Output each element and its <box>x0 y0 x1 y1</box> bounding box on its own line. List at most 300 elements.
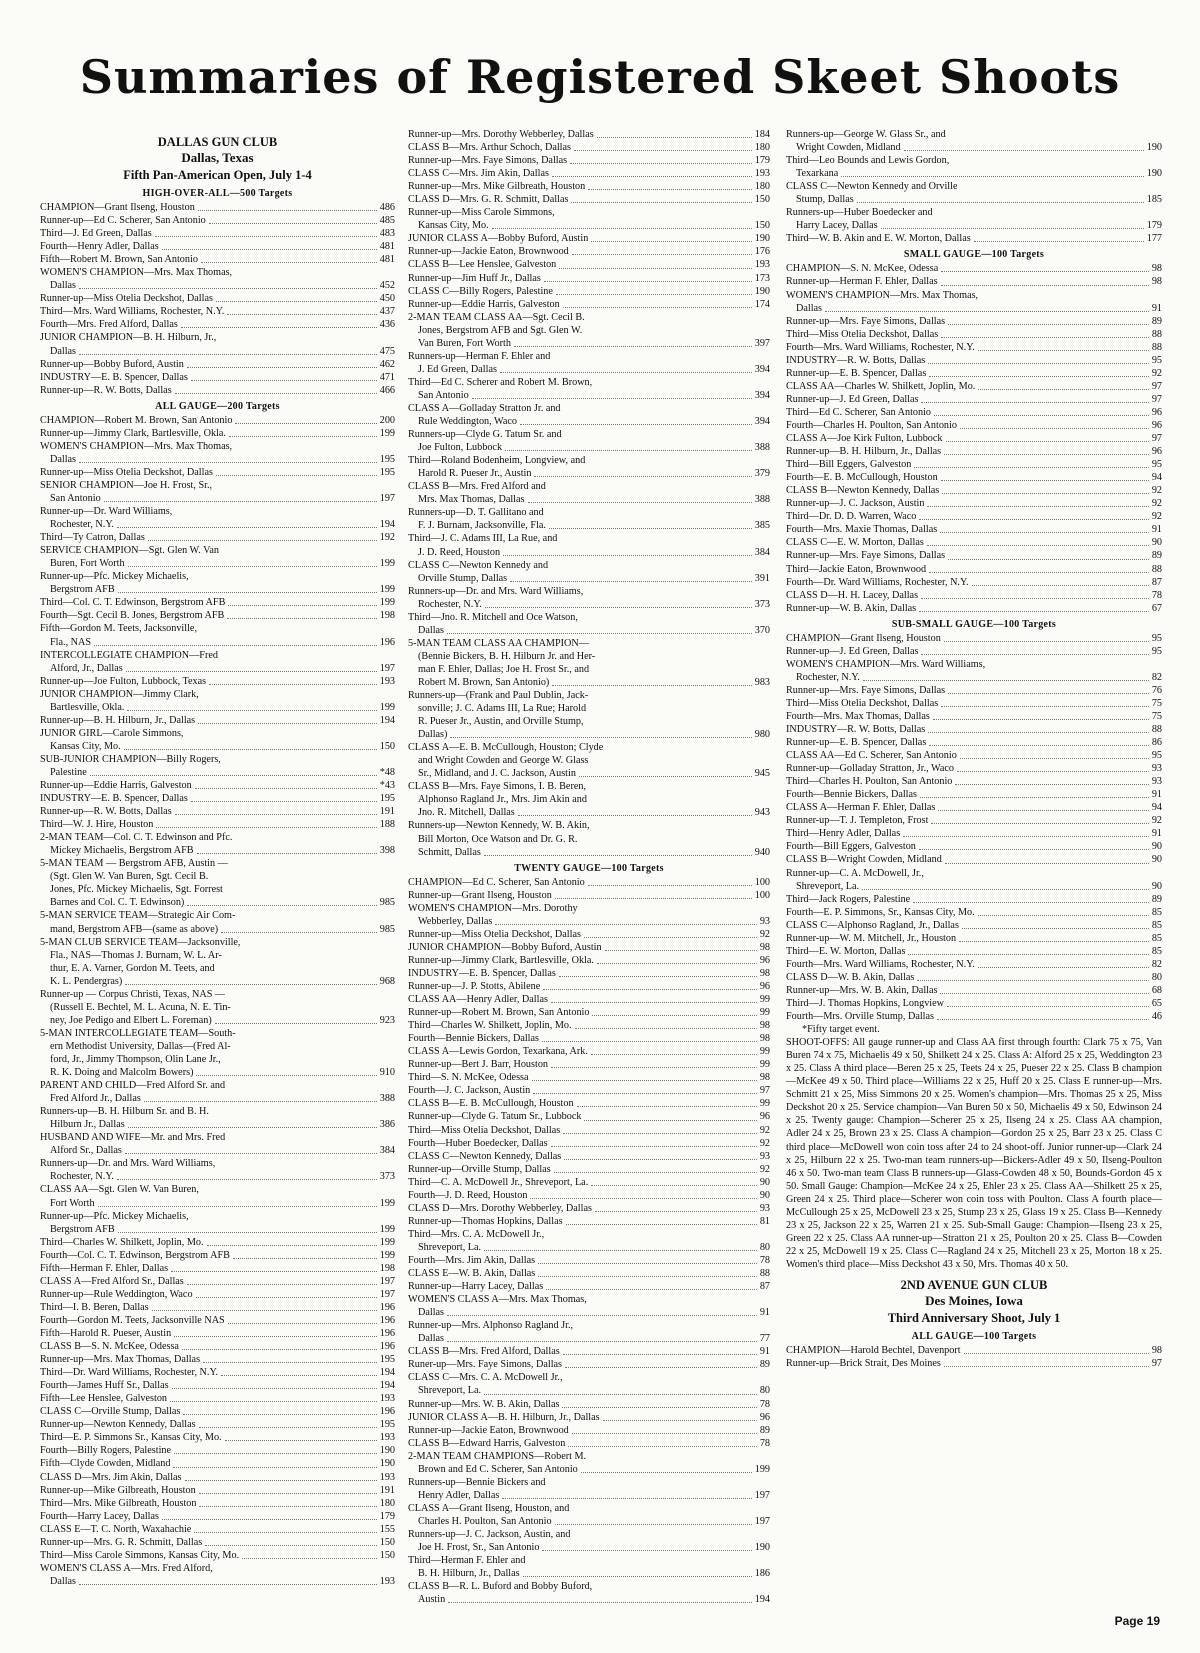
dot-leader <box>595 1211 757 1212</box>
score: 193 <box>379 1432 395 1444</box>
result-row <box>786 206 1162 219</box>
dot-leader <box>183 1414 376 1415</box>
dot-leader <box>566 1224 757 1225</box>
page-number: Page 19 <box>1114 1614 1160 1628</box>
score: 388 <box>754 442 770 454</box>
result-row <box>408 1110 770 1123</box>
score: 394 <box>754 416 770 428</box>
result-text: Runner-up—Bert J. Barr, Houston <box>408 1059 549 1071</box>
result-row <box>40 505 395 518</box>
score: 96 <box>759 954 770 966</box>
dot-leader <box>185 1480 377 1481</box>
score: 193 <box>379 675 395 687</box>
result-text: Runners-up—Dr. and Mrs. Ward Williams, <box>408 585 584 597</box>
result-text: Rochester, N.Y. <box>50 519 114 531</box>
score: 923 <box>379 1014 395 1026</box>
result-row <box>40 358 395 371</box>
score: 88 <box>1151 563 1162 575</box>
score: 90 <box>759 1189 770 1201</box>
score: 98 <box>759 1033 770 1045</box>
result-text: WOMEN'S CLASS A—Mrs. Fred Alford, <box>40 1562 213 1574</box>
result-text: Dallas <box>418 624 445 636</box>
score: 199 <box>379 701 395 713</box>
score: 90 <box>1151 841 1162 853</box>
dot-leader <box>929 376 1149 377</box>
result-text: CLASS D—W. B. Akin, Dallas <box>786 971 915 983</box>
dot-leader <box>549 528 752 529</box>
result-text: Third—Jno. R. Mitchell and Oce Watson, <box>408 611 578 623</box>
result-row <box>786 801 1162 814</box>
score: 199 <box>379 584 395 596</box>
score: 190 <box>379 1445 395 1457</box>
result-row <box>408 532 770 545</box>
score: 373 <box>379 1171 395 1183</box>
result-row <box>40 531 395 544</box>
result-row <box>408 128 770 141</box>
score: 485 <box>379 215 395 227</box>
result-row <box>40 1510 395 1523</box>
result-row <box>408 206 770 219</box>
dot-leader <box>947 1006 1149 1007</box>
result-row <box>408 1554 770 1567</box>
result-text: Third—E. P. Simmons Sr., Kansas City, Mo. <box>40 1432 222 1444</box>
result-text: man F. Ehler, Dallas; Joe H. Frost Sr., and <box>418 663 590 675</box>
score: 98 <box>759 967 770 979</box>
result-text: Runner-up—Orville Stump, Dallas <box>408 1163 551 1175</box>
result-row-continuation <box>408 624 770 637</box>
result-text: WOMEN'S CLASS A—Mrs. Max Thomas, <box>408 1294 587 1306</box>
result-text: Fourth—Mrs. Max Thomas, Dallas <box>786 710 930 722</box>
result-text: Third—Mrs. C. A. McDowell Jr., <box>408 1228 545 1240</box>
result-text: Bill Morton, Oce Watson and Dr. G. R. <box>418 833 578 845</box>
score: 91 <box>759 1307 770 1319</box>
result-text: CLASS A—Lewis Gordon, Texarkana, Ark. <box>408 1046 588 1058</box>
result-text: Runner-up—Robert M. Brown, San Antonio <box>408 1007 590 1019</box>
score: 80 <box>759 1385 770 1397</box>
result-row <box>786 749 1162 762</box>
result-row-continuation <box>408 846 770 859</box>
result-text: Runner-up—Clyde G. Tatum Sr., Lubbock <box>408 1111 582 1123</box>
result-row <box>408 402 770 415</box>
result-row <box>40 1379 395 1392</box>
dot-leader <box>181 327 377 328</box>
result-text: (Bennie Bickers, B. H. Hilburn Jr. and Her- <box>418 650 596 662</box>
result-row <box>40 292 395 305</box>
result-row <box>408 1176 770 1189</box>
dot-leader <box>228 1323 377 1324</box>
result-text: Mrs. Max Thomas, Dallas <box>418 494 525 506</box>
score: 92 <box>759 1137 770 1149</box>
score: 85 <box>1151 919 1162 931</box>
score: 197 <box>379 662 395 674</box>
result-text: Mickey Michaelis, Bergstrom AFB <box>50 845 194 857</box>
result-row <box>40 1366 395 1379</box>
score: 188 <box>379 819 395 831</box>
score: 96 <box>1151 419 1162 431</box>
result-text: Barnes and Col. C. T. Edwinson) <box>50 897 185 909</box>
result-text: Bartlesville, Okla. <box>50 701 125 713</box>
dot-leader <box>152 1310 377 1311</box>
result-text: Charles H. Poulton, San Antonio <box>418 1515 552 1527</box>
result-text: Third—Dr. Ward Williams, Rochester, N.Y. <box>40 1367 219 1379</box>
result-text: Runner-up—B. H. Hilburn, Jr., Dallas <box>786 446 942 458</box>
result-row <box>786 736 1162 749</box>
result-text: Wright Cowden, Midland <box>796 142 901 154</box>
result-row <box>786 419 1162 432</box>
score: 385 <box>754 520 770 532</box>
score: 95 <box>1151 459 1162 471</box>
result-row-continuation <box>40 1144 395 1157</box>
result-text: Third—Henry Adler, Dallas <box>786 828 901 840</box>
score: 199 <box>379 1223 395 1235</box>
dot-leader <box>215 1023 377 1024</box>
result-row-continuation <box>408 1463 770 1476</box>
result-row <box>40 1157 395 1170</box>
score: 68 <box>1151 984 1162 996</box>
result-text: CLASS D—Mrs. Jim Akin, Dallas <box>40 1471 182 1483</box>
dot-leader <box>944 1366 1149 1367</box>
result-row <box>40 384 395 397</box>
result-row <box>40 727 395 740</box>
dot-leader <box>118 592 377 593</box>
result-row-continuation <box>40 1066 395 1079</box>
result-row <box>408 1228 770 1241</box>
dot-leader <box>172 1388 377 1389</box>
score: 379 <box>754 468 770 480</box>
result-row-continuation <box>40 1575 395 1588</box>
result-row-continuation <box>40 1040 395 1053</box>
score: 155 <box>379 1523 395 1535</box>
result-text: Runner-up—W. B. Akin, Dallas <box>786 602 917 614</box>
result-row-continuation <box>786 193 1162 206</box>
score: 398 <box>379 845 395 857</box>
result-row-continuation <box>40 1118 395 1131</box>
result-text: CLASS AA—Sgt. Glen W. Van Buren, <box>40 1184 199 1196</box>
result-row <box>786 762 1162 775</box>
dot-leader <box>225 1440 377 1441</box>
dot-leader <box>198 210 377 211</box>
dot-leader <box>500 372 752 373</box>
result-row <box>408 272 770 285</box>
result-text: SENIOR CHAMPION—Joe H. Frost, Sr., <box>40 479 213 491</box>
result-row-continuation <box>408 1593 770 1606</box>
dot-leader <box>505 450 752 451</box>
result-text: Fort Worth <box>50 1197 95 1209</box>
score: 46 <box>1151 1011 1162 1023</box>
result-row <box>786 827 1162 840</box>
dot-leader <box>563 1133 757 1134</box>
result-text: 2-MAN TEAM CLASS AA—Sgt. Cecil B. <box>408 311 585 323</box>
score: 910 <box>379 1067 395 1079</box>
score: 150 <box>379 740 395 752</box>
score: 89 <box>759 1424 770 1436</box>
score: 384 <box>754 546 770 558</box>
dot-leader <box>126 671 377 672</box>
dot-leader <box>955 784 1148 785</box>
result-row <box>408 1163 770 1176</box>
dot-leader <box>555 898 752 899</box>
dot-leader <box>198 723 377 724</box>
result-row <box>408 1411 770 1424</box>
dot-leader <box>227 314 376 315</box>
result-row-continuation <box>786 167 1162 180</box>
result-row <box>786 315 1162 328</box>
result-row-continuation <box>408 546 770 559</box>
result-row <box>408 1150 770 1163</box>
dot-leader <box>117 1179 377 1180</box>
result-text: Runner-up—Mrs. W. B. Akin, Dallas <box>408 1398 560 1410</box>
score: 78 <box>759 1398 770 1410</box>
result-text: Runners-up—George W. Glass Sr., and <box>786 129 946 140</box>
dot-leader <box>940 993 1148 994</box>
score: 985 <box>379 923 395 935</box>
result-row <box>786 275 1162 288</box>
result-row <box>40 622 395 635</box>
dot-leader <box>191 801 377 802</box>
result-text: Third—C. A. McDowell Jr., Shreveport, La. <box>408 1176 589 1188</box>
result-row <box>40 1523 395 1536</box>
result-row <box>408 141 770 154</box>
result-row <box>786 602 1162 615</box>
result-row <box>408 1345 770 1358</box>
score: 466 <box>379 384 395 396</box>
result-row <box>786 262 1162 275</box>
score: 93 <box>759 915 770 927</box>
result-text: Runner-up—Eddie Harris, Galveston <box>40 780 192 792</box>
result-row-continuation <box>408 676 770 689</box>
dot-leader <box>903 836 1149 837</box>
result-text: Runners-up—J. C. Jackson, Austin, and <box>408 1528 571 1540</box>
score: 968 <box>379 975 395 987</box>
result-row <box>408 258 770 271</box>
result-row <box>408 1097 770 1110</box>
result-text: CLASS B—Mrs. Fred Alford and <box>408 481 546 493</box>
dot-leader <box>118 1232 377 1233</box>
result-row <box>408 876 770 889</box>
result-row-continuation <box>40 662 395 675</box>
result-text: Runner-up—Mrs. Max Thomas, Dallas <box>40 1354 201 1366</box>
dot-leader <box>187 1284 377 1285</box>
score: 184 <box>754 129 770 140</box>
score: 388 <box>379 1093 395 1105</box>
result-row <box>40 1536 395 1549</box>
dot-leader <box>571 202 751 203</box>
score: 95 <box>1151 354 1162 366</box>
result-text: Henry Adler, Dallas <box>418 1489 500 1501</box>
dot-leader <box>929 572 1149 573</box>
dot-leader <box>196 1075 376 1076</box>
result-row <box>786 576 1162 589</box>
dot-leader <box>128 566 377 567</box>
result-text: Runner-up—Mrs. Alphonso Ragland Jr., <box>408 1320 574 1332</box>
result-text: Bergstrom AFB <box>50 1223 115 1235</box>
score: 91 <box>1151 524 1162 536</box>
score: 197 <box>379 1275 395 1287</box>
score: 76 <box>1151 684 1162 696</box>
club-name: 2ND AVENUE GUN CLUB <box>900 1277 1048 1292</box>
dot-leader <box>972 585 1149 586</box>
score: 90 <box>1151 880 1162 892</box>
result-text: WOMEN'S CHAMPION—Mrs. Dorothy <box>408 902 578 914</box>
result-text: Runner-up—Jackie Eaton, Brownwood <box>408 1424 569 1436</box>
result-row-continuation <box>40 492 395 505</box>
result-text: Runner-up—Pfc. Mickey Michaelis, <box>40 571 189 583</box>
result-text: Fourth—Bennie Bickers, Dallas <box>408 1033 539 1045</box>
result-text: Third—I. B. Beren, Dallas <box>40 1301 149 1313</box>
result-text: Third—Miss Carole Simmons, Kansas City, Mo. <box>40 1549 240 1561</box>
result-row <box>408 167 770 180</box>
result-row <box>408 611 770 624</box>
section-heading: ALL GAUGE—100 Targets <box>911 1330 1037 1342</box>
result-row-continuation <box>40 923 395 936</box>
result-row <box>408 637 770 650</box>
result-row-continuation <box>40 883 395 896</box>
result-text: 5-MAN CLUB SERVICE TEAM—Jacksonville, <box>40 936 241 948</box>
result-text: Dallas <box>50 280 77 292</box>
result-text: Runner-up—E. B. Spencer, Dallas <box>786 737 927 749</box>
score: 481 <box>379 254 395 266</box>
result-text: Fourth—Charles H. Poulton, San Antonio <box>786 419 957 431</box>
score: 386 <box>379 1119 395 1131</box>
result-text: Runner-up—Thomas Hopkins, Dallas <box>408 1215 563 1227</box>
result-row <box>786 523 1162 536</box>
dot-leader <box>495 924 756 925</box>
score: 80 <box>759 1241 770 1253</box>
result-row <box>408 1280 770 1293</box>
dot-leader <box>575 1028 757 1029</box>
result-row-continuation <box>408 728 770 741</box>
result-row <box>40 1183 395 1196</box>
result-text: Runner-up—Herman F. Ehler, Dallas <box>786 276 938 288</box>
score: 481 <box>379 241 395 253</box>
result-text: CLASS AA—Ed C. Scherer, San Antonio <box>786 750 957 762</box>
result-text: Fourth—Harry Lacey, Dallas <box>40 1510 160 1522</box>
result-text: CLASS AA—Charles W. Shilkett, Joplin, Mo. <box>786 380 976 392</box>
result-row-continuation <box>408 806 770 819</box>
result-text: WOMEN'S CHAMPION—Mrs. Max Thomas, <box>786 289 979 301</box>
result-row <box>408 1215 770 1228</box>
result-row <box>40 479 395 492</box>
score: 180 <box>754 181 770 193</box>
result-text: Runner-up—Miss Otelia Deckshot, Dallas <box>408 928 581 940</box>
column-1 <box>40 128 395 1588</box>
result-row <box>786 445 1162 458</box>
result-row <box>408 1398 770 1411</box>
dot-leader <box>941 271 1149 272</box>
result-row <box>408 928 770 941</box>
result-row <box>786 723 1162 736</box>
result-text: Dallas <box>50 453 77 465</box>
dot-leader <box>207 1245 377 1246</box>
result-row-continuation <box>40 1014 395 1027</box>
result-text: Third—Miss Otelia Deckshot, Dallas <box>786 328 939 340</box>
result-text: Third—Roland Bodenheim, Longview, and <box>408 455 586 467</box>
result-text: Dallas) <box>418 729 448 741</box>
dot-leader <box>533 1093 757 1094</box>
score: 91 <box>759 1346 770 1358</box>
score: 96 <box>759 1411 770 1423</box>
result-row <box>786 549 1162 562</box>
result-text: Fourth—J. D. Reed, Houston <box>408 1189 528 1201</box>
result-text: Texarkana <box>796 168 839 180</box>
dot-leader <box>563 307 752 308</box>
result-row-continuation <box>408 754 770 767</box>
result-text: Fourth—Bennie Bickers, Dallas <box>786 789 917 801</box>
result-text: mand, Bergstrom AFB—(same as above) <box>50 923 219 935</box>
dot-leader <box>79 288 377 289</box>
result-row <box>786 919 1162 932</box>
result-text: Robert M. Brown, San Antonio) <box>418 676 550 688</box>
dot-leader <box>242 1558 377 1559</box>
result-text: San Antonio <box>418 389 469 401</box>
result-row-continuation <box>408 572 770 585</box>
result-row <box>408 1319 770 1332</box>
score: 99 <box>759 1007 770 1019</box>
result-row <box>786 893 1162 906</box>
score: 190 <box>1146 168 1162 180</box>
result-text: Runner-up—Brick Strait, Des Moines <box>786 1358 941 1370</box>
score: 75 <box>1151 697 1162 709</box>
score: 100 <box>754 889 770 901</box>
result-text: CLASS A—Grant Ilseng, Houston, and <box>408 1502 570 1514</box>
result-text: Alford Sr., Dallas <box>50 1145 122 1157</box>
result-text: Third—Charles W. Shilkett, Joplin, Mo. <box>40 1236 204 1248</box>
result-row-continuation <box>408 389 770 402</box>
dot-leader <box>584 1120 756 1121</box>
score: 397 <box>754 337 770 349</box>
result-text: Runner-up—J. C. Jackson, Austin <box>786 498 925 510</box>
result-text: (Russell E. Bechtel, M. L. Acuna, N. E. Tin- <box>50 1001 231 1013</box>
result-text: Fourth—Col. C. T. Edwinson, Bergstrom AFB <box>40 1249 230 1261</box>
score: 89 <box>1151 893 1162 905</box>
result-text: Runer-up—Mrs. Faye Simons, Dallas <box>408 1359 563 1371</box>
result-row-continuation <box>408 598 770 611</box>
result-text: Webberley, Dallas <box>418 915 493 927</box>
result-row <box>408 454 770 467</box>
dot-leader <box>588 885 752 886</box>
result-row-continuation <box>408 833 770 846</box>
result-text: sonville; J. C. Adams III, La Rue; Harold <box>418 703 587 715</box>
result-text: Fourth—J. C. Jackson, Austin <box>408 1085 531 1097</box>
dot-leader <box>941 285 1149 286</box>
result-text: Runners-up—Huber Boedecker and <box>786 207 933 219</box>
result-text: Third—Ed C. Scherer, San Antonio <box>786 406 932 418</box>
result-row <box>40 305 395 318</box>
score: 199 <box>379 558 395 570</box>
score: 86 <box>1151 737 1162 749</box>
score: 97 <box>1151 1358 1162 1370</box>
result-text: Rochester, N.Y. <box>50 1171 114 1183</box>
result-text: Runner-up—Mrs. Faye Simons, Dallas <box>408 155 568 167</box>
result-text: Runner-up—T. J. Templeton, Frost <box>786 815 929 827</box>
score: 97 <box>1151 433 1162 445</box>
result-text: CLASS C—Newton Kennedy and <box>408 559 549 571</box>
result-row <box>786 328 1162 341</box>
result-row <box>786 380 1162 393</box>
result-text: JUNIOR CHAMPION—Jimmy Clark, <box>40 688 199 700</box>
result-text: Fifth—Robert M. Brown, San Antonio <box>40 254 198 266</box>
score: 96 <box>1151 446 1162 458</box>
result-row-continuation <box>40 896 395 909</box>
result-text: Third—Ed C. Scherer and Robert M. Brown, <box>408 376 593 388</box>
score: 99 <box>759 1046 770 1058</box>
dot-leader <box>921 654 1148 655</box>
score: 483 <box>379 228 395 240</box>
dot-leader <box>227 618 376 619</box>
result-text: CLASS A—E. B. McCullough, Houston; Clyde <box>408 742 604 754</box>
score: 190 <box>379 1458 395 1470</box>
result-row <box>40 1210 395 1223</box>
